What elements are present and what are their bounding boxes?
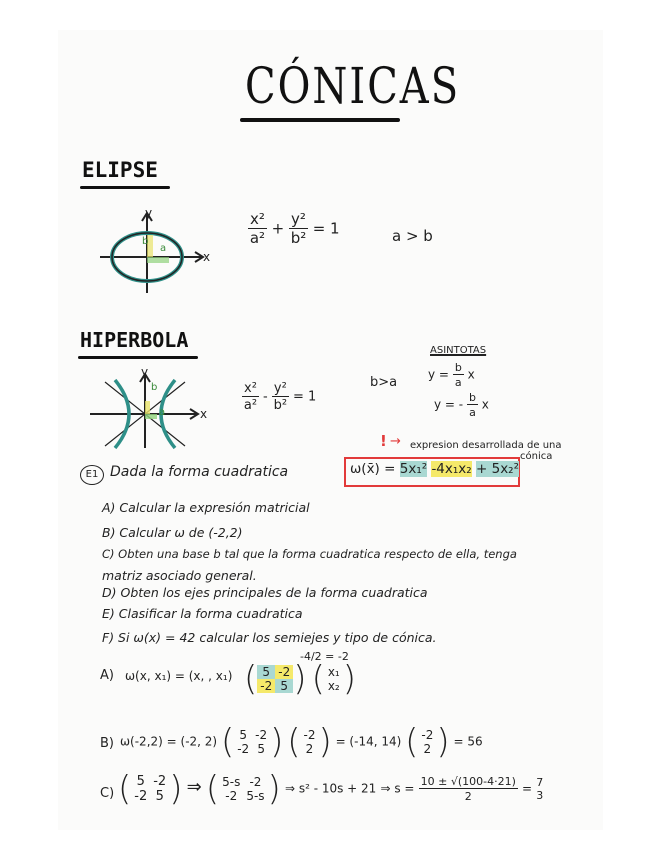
asintotas-label: ASINTOTAS (430, 345, 487, 356)
asymptote-2 (434, 392, 489, 418)
hyperbola-heading: HIPERBOLA (80, 328, 189, 352)
sol-b-m22: 5 (257, 742, 265, 756)
hyperbola-eq-num1: x² (244, 381, 257, 396)
note-arrow: → (390, 434, 401, 449)
asym1-rhs: x (467, 367, 475, 382)
sol-c-root1: 7 (536, 775, 544, 789)
note-marker: ! (380, 432, 387, 450)
item-b: B) Calcular ω de (-2,2) (102, 525, 243, 540)
asym1-num: b (454, 361, 462, 374)
sol-a-lhs: ω(x, x₁) = (x, , x₁) (125, 669, 233, 683)
sol-c-expression: ( 5 -2 -2 5 ) ⇒ ( 5-s -2 -2 5-s ) ⇒ s² - 10s + 21 ⇒ s = $\frac{10 \pm √(100-4\cdot 21)}{2}$ = 7 3 (118, 769, 544, 809)
sol-c-sol-num: 10 ± √(100-4·21) (420, 775, 516, 788)
sol-b-m11: 5 (239, 728, 247, 742)
page-title: CÓNICAS (245, 58, 461, 116)
sol-c-sol-den: 2 (464, 790, 472, 803)
hyperbola-eq-den1: a² (243, 398, 258, 413)
hyperbola-diagram (85, 368, 210, 450)
sol-c-poly: ⇒ s² - 10s + 21 (284, 781, 377, 796)
item-a: A) Calcular la expresión matricial (102, 500, 310, 515)
ellipse-a-label: a (160, 243, 167, 254)
quadratic-form-expression (350, 461, 519, 477)
sol-b-mid: = (-14, 14) (335, 734, 402, 749)
hyperbola-eq-minus: - (263, 389, 268, 405)
sol-b-w1: -2 (421, 728, 434, 742)
item-c-cont: matriz asociado general. (102, 568, 257, 583)
w-term-1: 5x₁² (399, 461, 428, 477)
ellipse-equation (248, 212, 340, 246)
ellipse-heading-underline (80, 186, 170, 189)
hyperbola-eq-num2: y² (273, 381, 287, 396)
asym2-num: b (468, 391, 476, 404)
w-lhs: ω(x̄) = (350, 461, 396, 477)
ellipse-y-label: y (145, 206, 153, 220)
hyperbola-condition: b>a (370, 375, 398, 390)
exercise-number: E1 (80, 465, 104, 485)
hyperbola-b-label: b (151, 382, 158, 393)
asym2-rhs: x (481, 397, 489, 412)
ellipse-eq-num1: x² (250, 210, 265, 228)
note-line1: expresion desarrollada de una (410, 440, 562, 451)
ellipse-b-label: b (142, 236, 149, 247)
sol-b-m12: -2 (255, 728, 268, 742)
w-term-3: + 5x₂² (476, 461, 520, 477)
asym2-den: a (469, 406, 476, 419)
asym2-lhs: y = - (434, 397, 464, 412)
sol-b-lhs: ω(-2,2) = (-2, 2) (120, 734, 218, 749)
sol-b-v2: 2 (305, 742, 314, 756)
hyperbola-y-label: y (141, 365, 149, 379)
sol-a-label: A) (100, 668, 114, 683)
sol-b-m21: -2 (237, 742, 250, 756)
note-line2: cónica (520, 451, 553, 462)
sol-a-m22: 5 (275, 679, 293, 693)
hyperbola-a-label: a (159, 407, 166, 418)
sol-b-expression: ω(-2,2) = (-2, 2) ( 5 -2 -2 5 ) ( -2 2 ) = (-14, 14) ( -2 2 ) = 56 (120, 722, 483, 762)
sol-c-n22: 5-s (246, 789, 265, 803)
sol-c-m21: -2 (134, 789, 148, 804)
exercise-intro: Dada la forma cuadratica (110, 464, 289, 480)
sol-b-result: = 56 (453, 734, 483, 749)
item-d: D) Obten los ejes principales de la forma cuadratica (102, 585, 428, 600)
asymptote-1 (428, 362, 475, 388)
sol-c-implies: ⇒ (186, 776, 202, 798)
sol-c-n11: 5-s (222, 775, 241, 789)
asym1-lhs: y = (428, 367, 449, 382)
ellipse-eq-equals: = 1 (312, 219, 340, 238)
sol-c-root2: 3 (536, 789, 544, 802)
sol-a-m11: 5 (257, 665, 275, 679)
title-underline (240, 118, 400, 122)
ellipse-diagram (95, 205, 215, 300)
asym1-den: a (454, 376, 462, 389)
sol-a-matrix: ( 5 -2 -2 5 ) ( x₁ x₂ ) (244, 659, 357, 699)
sol-c-sol-lhs: ⇒ s = (380, 781, 415, 796)
ellipse-eq-den1: a² (249, 229, 266, 247)
hyperbola-eq-equals: = 1 (292, 389, 317, 405)
item-f: F) Si ω(x) = 42 calcular los semiejes y tipo de cónica. (102, 630, 437, 645)
ellipse-heading: ELIPSE (82, 158, 158, 182)
ellipse-condition: a > b (392, 227, 433, 245)
ellipse-eq-den2: b² (290, 229, 307, 247)
sol-c-n21: -2 (225, 789, 238, 803)
hyperbola-equation (242, 382, 316, 412)
w-term-2: -4x₁x₂ (431, 461, 472, 477)
ellipse-eq-num2: y² (291, 210, 306, 228)
sol-a-v2: x₂ (327, 679, 340, 693)
ellipse-eq-plus: + (271, 219, 285, 238)
sol-a-m21: -2 (257, 679, 275, 693)
sol-a-m12: -2 (275, 665, 293, 679)
sol-a-v1: x₁ (327, 665, 340, 679)
sol-b-v1: -2 (303, 728, 316, 742)
sol-b-w2: 2 (423, 742, 432, 756)
item-c: C) Obten una base b tal que la forma cuadratica respecto de ella, tenga (102, 547, 517, 561)
sol-c-m11: 5 (136, 774, 145, 789)
sol-c-m12: -2 (153, 774, 167, 789)
sol-c-label: C) (100, 786, 115, 801)
sol-c-m22: 5 (155, 789, 164, 804)
half-coefficient-note: -4/2 = -2 (300, 650, 349, 663)
sol-b-label: B) (100, 736, 114, 751)
sol-c-n12: -2 (249, 775, 262, 789)
hyperbola-heading-underline (78, 356, 198, 359)
hyperbola-eq-den2: b² (273, 398, 288, 413)
item-e: E) Clasificar la forma cuadratica (102, 606, 303, 621)
ellipse-x-label: x (203, 250, 211, 264)
hyperbola-x-label: x (200, 407, 208, 421)
